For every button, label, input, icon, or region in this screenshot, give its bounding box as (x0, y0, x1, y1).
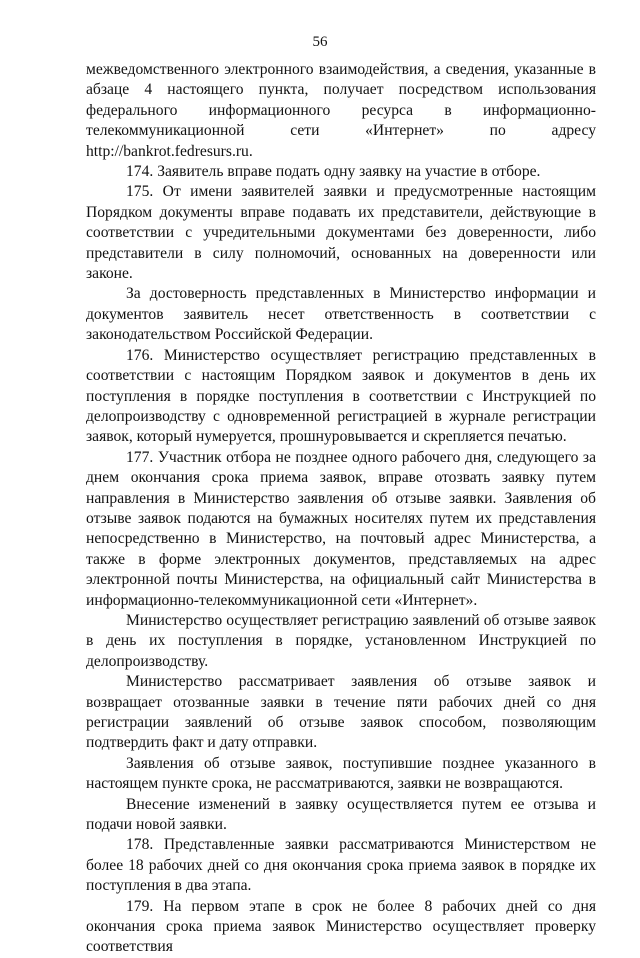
paragraph: 175. От имени заявителей заявки и предусмотренные настоящим Порядком документы вправе подавать их представители, действующие в соответствии с учредительными документами без доверенности, либо представители в силу полномочий, основанных на доверенности или законе. (86, 183, 596, 283)
paragraph: 176. Министерство осуществляет регистрацию представленных в соответствии с настоящим Порядком заявок и документов в день их поступления в порядке поступления в соответствии с Инструкцией по делопроизводству с одновременной регистрацией в журнале регистрации заявок, который нумеруется, прошнуровывается и скрепляется печатью. (86, 346, 596, 446)
document-body (86, 60, 596, 958)
paragraph: Министерство рассматривает заявления об отзыве заявок и возвращает отозванные заявки в течение пяти рабочих дней со дня регистрации заявлений об отзыве заявок способом, позволяющим подтвердить факт и дату отправки. (86, 673, 596, 752)
paragraph: 178. Представленные заявки рассматриваются Министерством не более 18 рабочих дней со дня окончания срока приема заявок в порядке их поступления в два этапа. (86, 836, 596, 895)
paragraph: 174. Заявитель вправе подать одну заявку на участие в отборе. (126, 163, 541, 181)
paragraph: межведомственного электронного взаимодействия, а сведения, указанные в абзаце 4 настоящего пункта, получает посредством использования федерального информационного ресурса в информационно-телекоммуникационной сети «Интернет» по адресу http://bankrot.fedresurs.ru. (86, 61, 596, 160)
page-number: 56 (312, 34, 328, 50)
paragraph: За достоверность представленных в Министерство информации и документов заявитель несет ответственность в соответствии с законодательством Российской Федерации. (86, 285, 596, 344)
paragraph: 179. На первом этапе в срок не более 8 рабочих дней со дня окончания срока приема заявок Министерство осуществляет проверку соответствия (86, 897, 596, 956)
paragraph: Заявления об отзыве заявок, поступившие позднее указанного в настоящем пункте срока, не рассматриваются, заявки не возвращаются. (86, 754, 596, 793)
paragraph: Внесение изменений в заявку осуществляется путем ее отзыва и подачи новой заявки. (86, 795, 596, 834)
paragraph: 177. Участник отбора не позднее одного рабочего дня, следующего за днем окончания срока приема заявок, вправе отозвать заявку путем направления в Министерство заявления об отзыве заявки. Заявления об отзыве заявок подаются на бумажных носителях путем их представления непосредственно в Министерство, на почтовый адрес Министерства, а также в форме электронных документов, представляемых на адрес электронной почты Министерства, на официальный сайт Министерства в информационно-телекоммуникационной сети «Интернет». (86, 448, 596, 609)
paragraph: Министерство осуществляет регистрацию заявлений об отзыве заявок в день их поступления в порядке, установленном Инструкцией по делопроизводству. (86, 611, 596, 670)
